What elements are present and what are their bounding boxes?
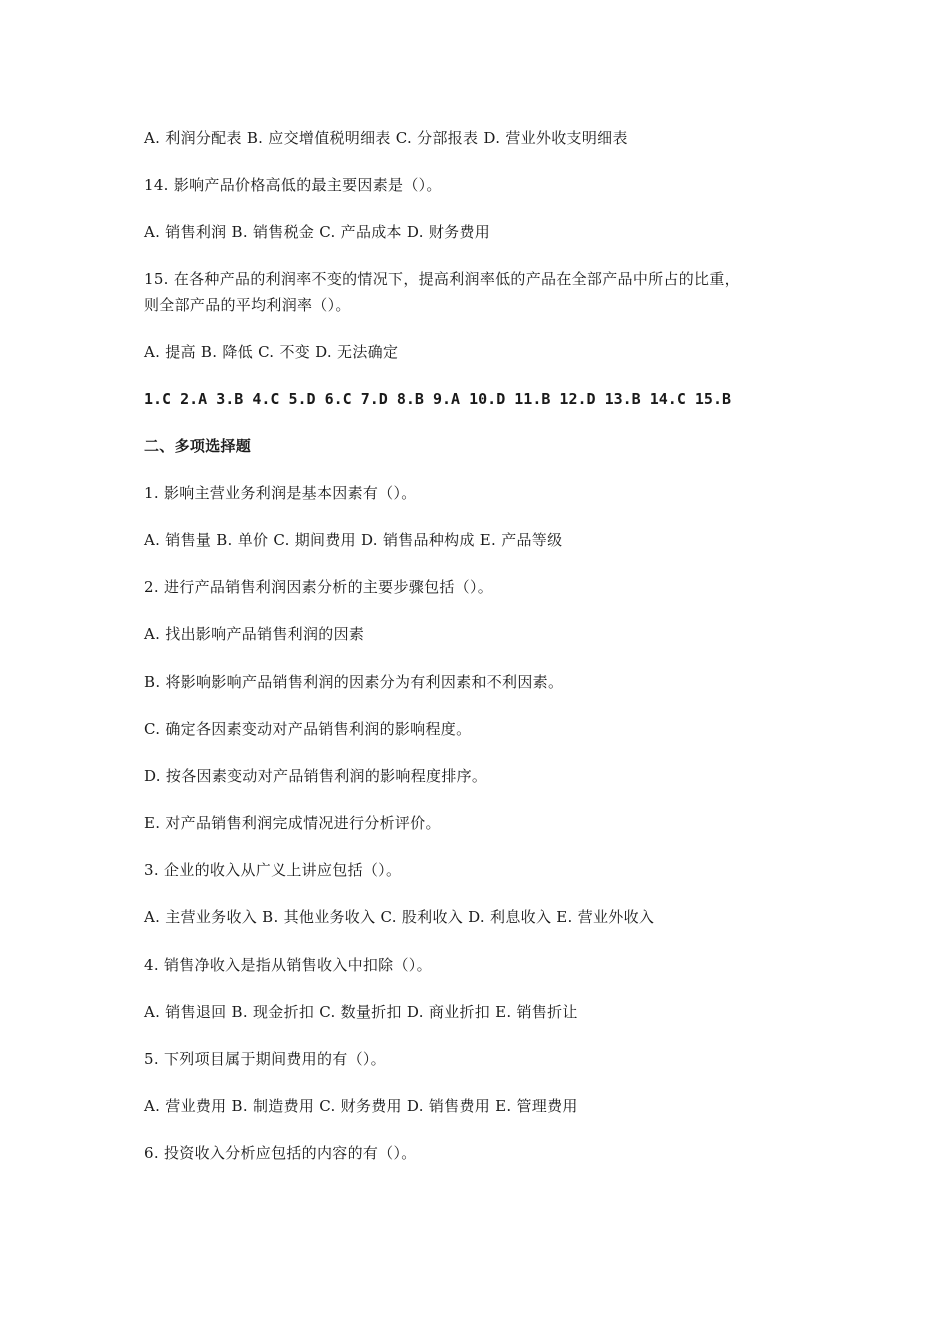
m5-options: A. 营业费用 B. 制造费用 C. 财务费用 D. 销售费用 E. 管理费用 — [144, 1097, 578, 1115]
m6-question: 6. 投资收入分析应包括的内容的有（）。 — [144, 1144, 417, 1162]
m2-option-b: B. 将影响影响产品销售利润的因素分为有利因素和不利因素。 — [144, 673, 564, 691]
m1-options: A. 销售量 B. 单价 C. 期间费用 D. 销售品种构成 E. 产品等级 — [144, 531, 563, 549]
m2-option-a: A. 找出影响产品销售利润的因素 — [144, 625, 365, 643]
q14-options: A. 销售利润 B. 销售税金 C. 产品成本 D. 财务费用 — [144, 223, 491, 241]
q15-question-line1: 15. 在各种产品的利润率不变的情况下，提高利润率低的产品在全部产品中所占的比重， — [144, 270, 740, 288]
m2-option-e: E. 对产品销售利润完成情况进行分析评价。 — [144, 814, 441, 832]
m4-question: 4. 销售净收入是指从销售收入中扣除（）。 — [144, 956, 432, 974]
q15-options: A. 提高 B. 降低 C. 不变 D. 无法确定 — [144, 343, 399, 361]
m2-option-d: D. 按各因素变动对产品销售利润的影响程度排序。 — [144, 767, 488, 785]
answer-key: 1.C 2.A 3.B 4.C 5.D 6.C 7.D 8.B 9.A 10.D 11.B 12.D 13.B 14.C 15.B — [144, 390, 731, 408]
m3-question: 3. 企业的收入从广义上讲应包括（）。 — [144, 861, 402, 879]
m1-question: 1. 影响主营业务利润是基本因素有（）。 — [144, 484, 417, 502]
q15-question-line2: 则全部产品的平均利润率（）。 — [144, 296, 351, 314]
m3-options: A. 主营业务收入 B. 其他业务收入 C. 股利收入 D. 利息收入 E. 营业外收入 — [144, 908, 655, 926]
section-heading: 二、多项选择题 — [144, 437, 252, 455]
m5-question: 5. 下列项目属于期间费用的有（）。 — [144, 1050, 386, 1068]
q14-question: 14. 影响产品价格高低的最主要因素是（）。 — [144, 176, 442, 194]
m2-question: 2. 进行产品销售利润因素分析的主要步骤包括（）。 — [144, 578, 494, 596]
m4-options: A. 销售退回 B. 现金折扣 C. 数量折扣 D. 商业折扣 E. 销售折让 — [144, 1003, 578, 1021]
m2-option-c: C. 确定各因素变动对产品销售利润的影响程度。 — [144, 720, 472, 738]
q13-options: A. 利润分配表 B. 应交增值税明细表 C. 分部报表 D. 营业外收支明细表 — [144, 129, 628, 147]
